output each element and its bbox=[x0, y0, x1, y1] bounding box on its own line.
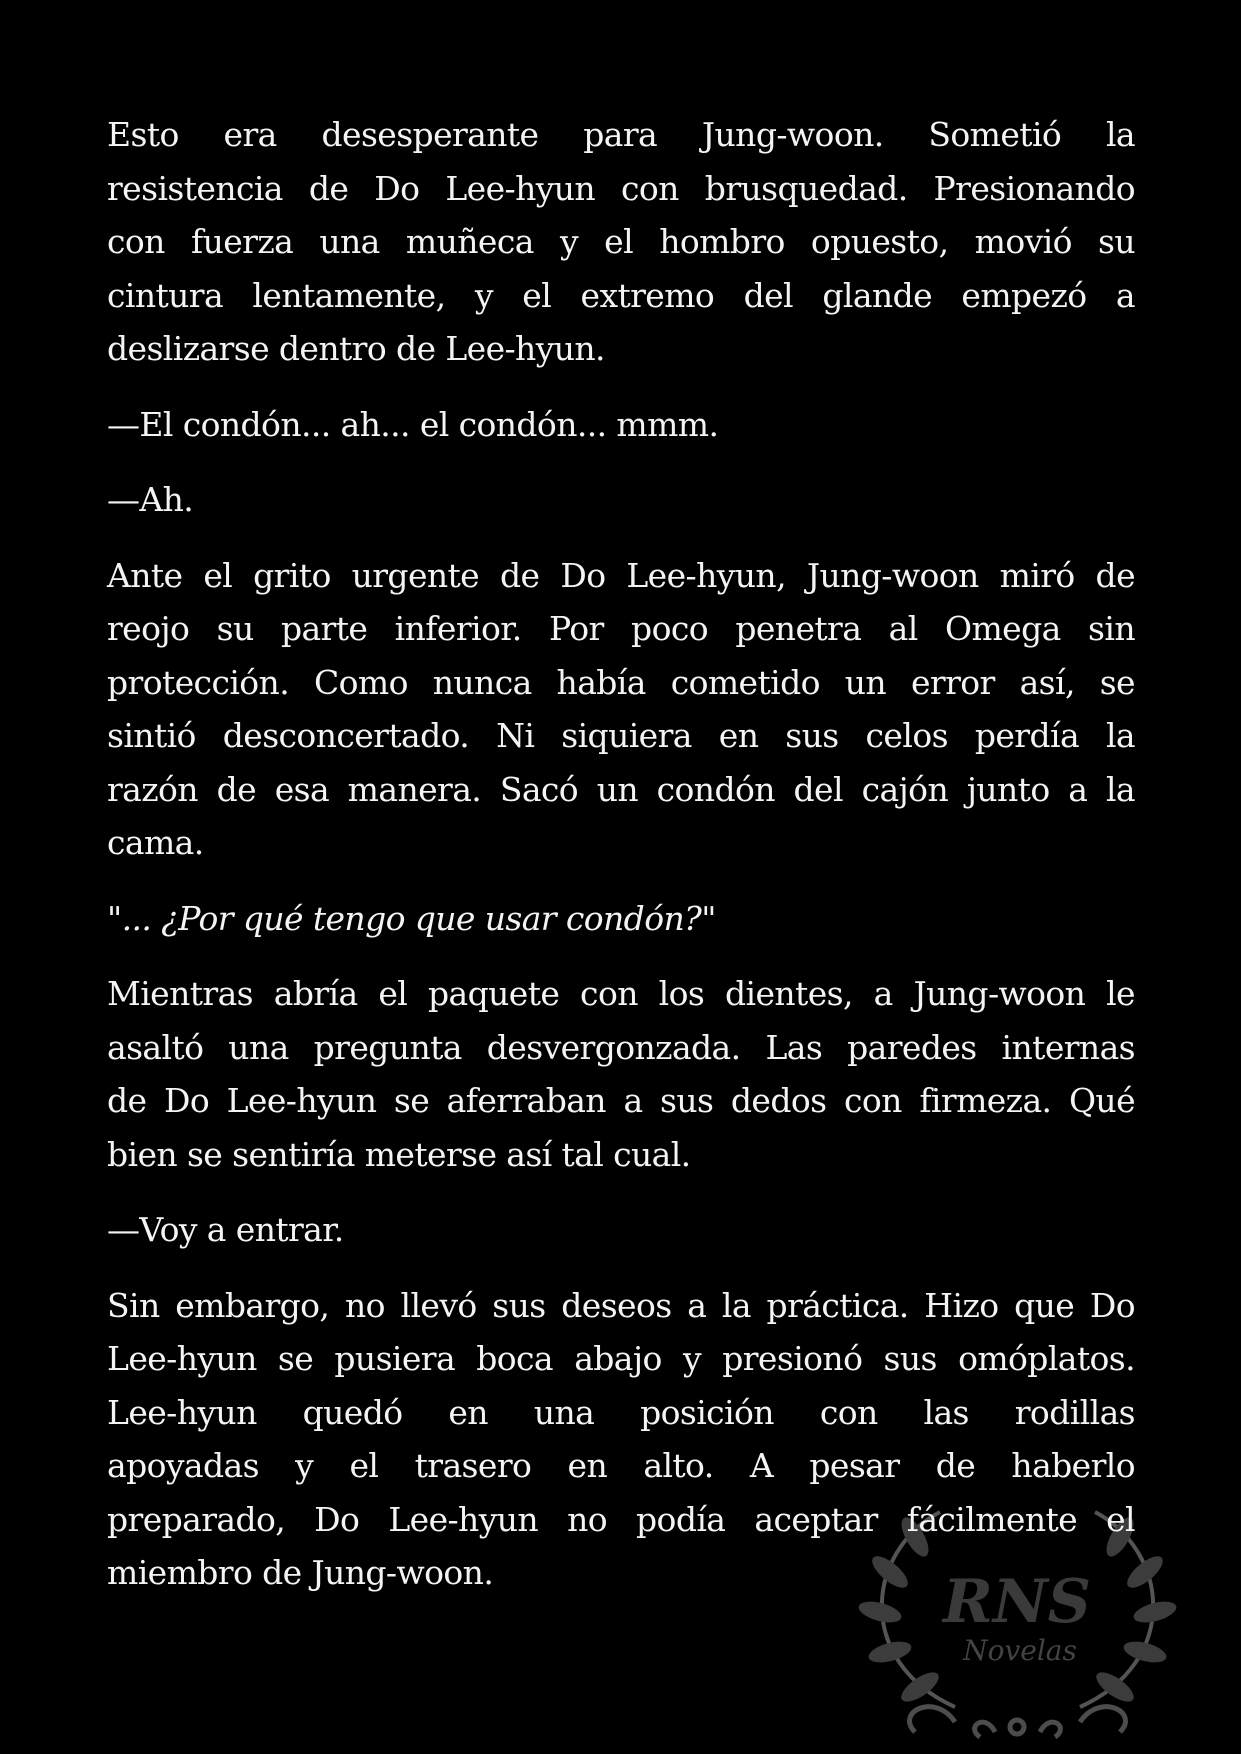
text-line: de Do Lee-hyun se aferraban a sus dedos con firmeza. Qué bbox=[107, 1081, 1135, 1120]
text-line: Esto era desesperante para Jung-woon. Sometió la bbox=[107, 115, 1135, 154]
text-line: deslizarse dentro de Lee-hyun. bbox=[107, 329, 605, 368]
paragraph bbox=[107, 473, 1135, 527]
text-line: asaltó una pregunta desvergonzada. Las paredes internas bbox=[107, 1027, 1135, 1067]
text-line: Mientras abría el paquete con los dientes, a Jung-woon le bbox=[107, 974, 1135, 1013]
text-line: —Ah. bbox=[107, 480, 194, 519]
paragraph bbox=[107, 549, 1135, 870]
paragraph bbox=[107, 967, 1135, 1181]
watermark-title: RNS bbox=[942, 1567, 1092, 1637]
text-line: apoyadas y el trasero en alto. A pesar de haberlo bbox=[107, 1446, 1135, 1485]
text-line: razón de esa manera. Sacó un condón del cajón junto a la bbox=[107, 769, 1135, 809]
text-line: Lee-hyun quedó en una posición con las rodillas bbox=[107, 1392, 1135, 1432]
text-line: —Voy a entrar. bbox=[107, 1210, 344, 1249]
paragraph bbox=[107, 108, 1135, 376]
paragraph bbox=[107, 892, 1135, 946]
text-line: reojo su parte inferior. Por poco penetra al Omega sin bbox=[107, 609, 1135, 648]
text-line: Lee-hyun se pusiera boca abajo y presionó sus omóplatos. bbox=[107, 1339, 1135, 1378]
paragraph bbox=[107, 1203, 1135, 1257]
text-line: —El condón... ah... el condón... mmm. bbox=[107, 404, 719, 444]
text-line: "... ¿Por qué tengo que usar condón?" bbox=[107, 898, 716, 938]
text-line: miembro de Jung-woon. bbox=[107, 1553, 494, 1592]
text-line: sintió desconcertado. Ni siquiera en sus celos perdía la bbox=[107, 716, 1135, 755]
text-line: resistencia de Do Lee-hyun con brusquedad. Presionando bbox=[107, 168, 1135, 208]
document-page bbox=[107, 108, 1135, 1622]
text-line: con fuerza una muñeca y el hombro opuesto, movió su bbox=[107, 222, 1135, 261]
text-line: cama. bbox=[107, 823, 204, 862]
paragraph bbox=[107, 1279, 1135, 1600]
text-line: preparado, Do Lee-hyun no podía aceptar fácilmente el bbox=[107, 1499, 1135, 1539]
watermark-subtitle: Novelas bbox=[963, 1634, 1077, 1667]
paragraph bbox=[107, 398, 1135, 452]
text-line: bien se sentiría meterse así tal cual. bbox=[107, 1134, 691, 1174]
text-line: protección. Como nunca había cometido un error así, se bbox=[107, 662, 1135, 702]
text-line: cintura lentamente, y el extremo del glande empezó a bbox=[107, 275, 1135, 315]
text-line: Ante el grito urgente de Do Lee-hyun, Jung-woon miró de bbox=[107, 555, 1135, 595]
text-line: Sin embargo, no llevó sus deseos a la práctica. Hizo que Do bbox=[107, 1285, 1135, 1325]
